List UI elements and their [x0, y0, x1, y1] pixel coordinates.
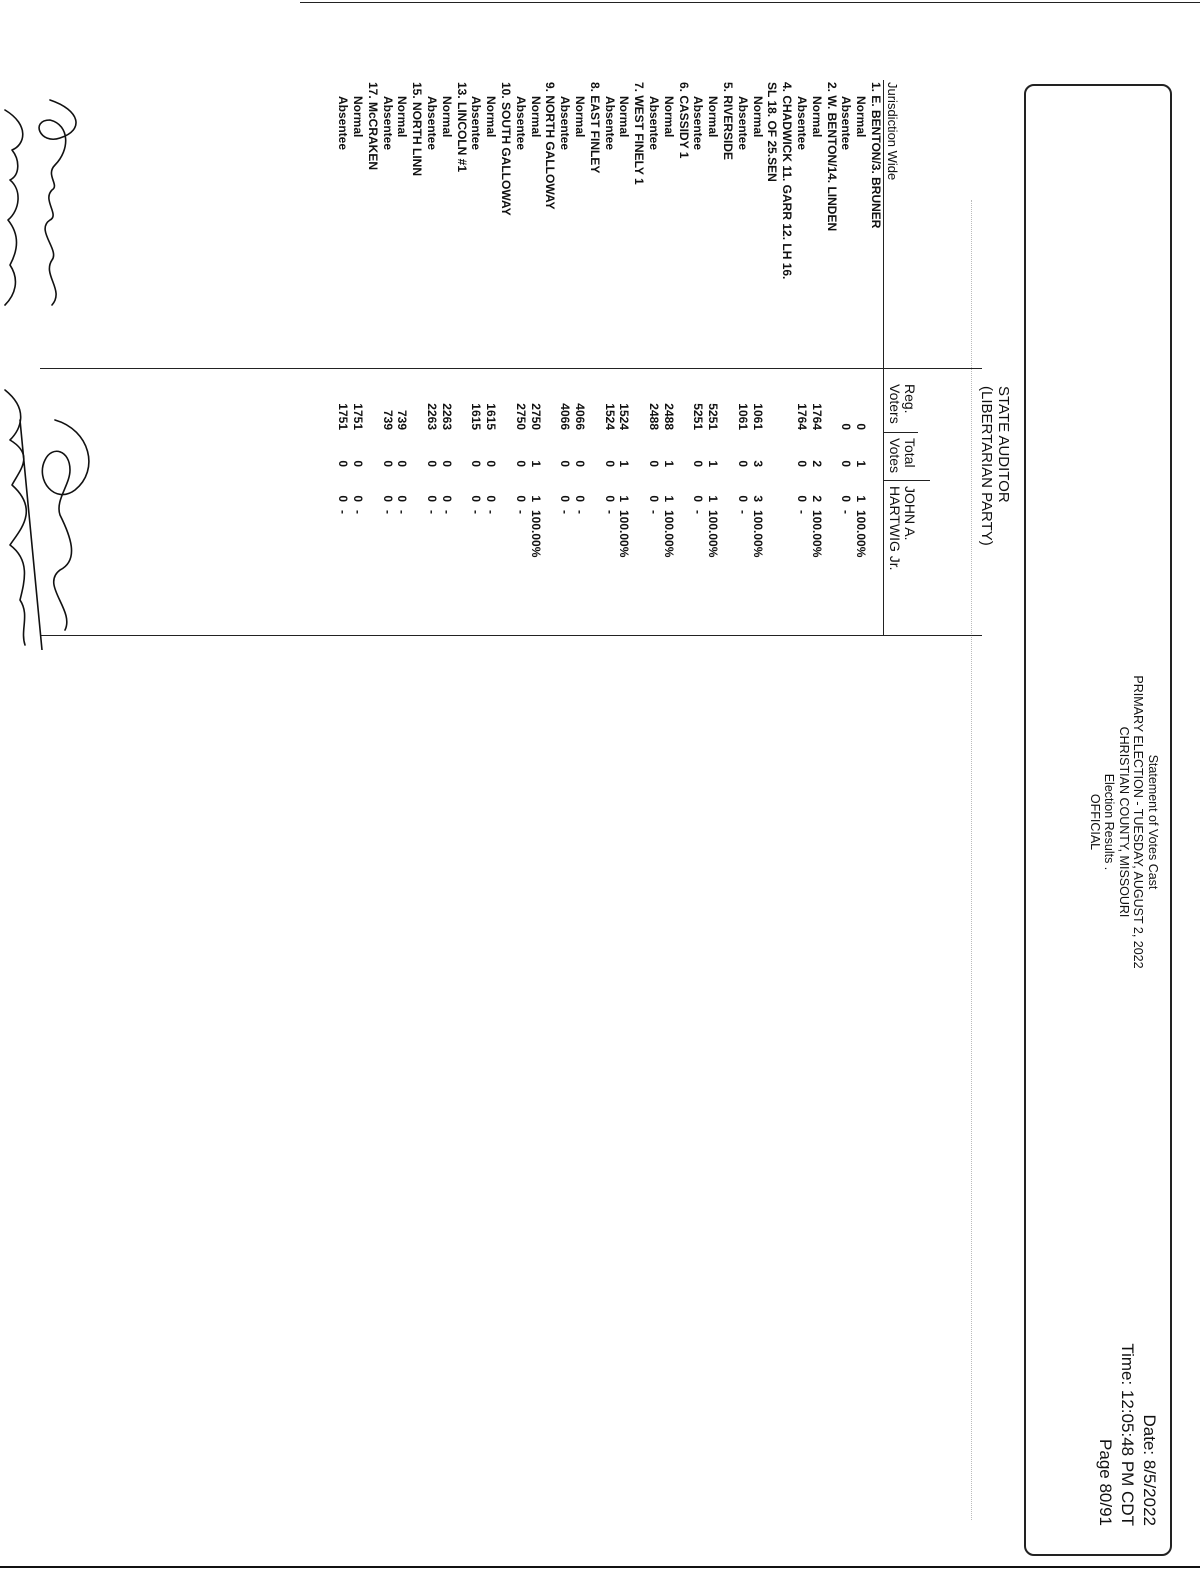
precinct-row	[587, 82, 602, 642]
reg-voters-header-line1: Reg.	[902, 384, 918, 414]
vote-type-label: Absentee	[380, 96, 395, 151]
reg-voters-cell: 5251	[706, 403, 721, 430]
reg-voters-header-line2: Voters	[887, 384, 903, 424]
vote-type-label: Normal	[484, 96, 499, 138]
contest-title: STATE AUDITOR	[995, 386, 1012, 503]
precinct-row	[779, 82, 794, 642]
total-votes-header	[887, 438, 917, 473]
report-date: Date: 8/5/2022	[1140, 1414, 1159, 1526]
total-votes-cell: 0	[425, 460, 440, 467]
candidate-votes-cell: 0	[647, 495, 662, 502]
header-rule	[883, 80, 884, 635]
candidate-percent-cell: 100.00%	[854, 510, 869, 558]
table-row	[528, 82, 543, 642]
candidate-percent-cell: -	[691, 510, 706, 514]
candidate-percent-cell: -	[425, 510, 440, 514]
candidate-percent-cell: 100.00%	[528, 510, 543, 558]
table-row	[350, 82, 365, 642]
vote-type-label: Normal	[395, 96, 410, 138]
total-votes-cell: 0	[839, 460, 854, 467]
reg-voters-cell: 2488	[661, 403, 676, 430]
table-row	[424, 82, 439, 642]
reg-voters-cell: 2263	[425, 403, 440, 430]
candidate-votes-cell: 0	[425, 495, 440, 502]
precinct-name: 2. W. BENTON/14. LINDEN	[824, 82, 839, 232]
precinct-row	[824, 82, 839, 642]
table-row	[853, 82, 868, 642]
reg-voters-cell: 1751	[336, 403, 351, 430]
precinct-row	[720, 82, 735, 642]
reg-voters-cell: 739	[395, 409, 410, 430]
total-votes-cell: 0	[795, 460, 810, 467]
candidate-percent-cell: -	[558, 510, 573, 514]
candidate-percent-cell: -	[839, 510, 854, 514]
candidate-votes-cell: 0	[839, 495, 854, 502]
table-row	[839, 82, 854, 642]
total-votes-cell: 0	[558, 460, 573, 467]
vote-type-label: Absentee	[839, 96, 854, 151]
total-votes-cell: 0	[395, 460, 410, 467]
reg-voters-cell: 1061	[735, 403, 750, 430]
total-votes-cell: 1	[528, 460, 543, 467]
vote-type-label: Normal	[706, 96, 721, 138]
candidate-percent-cell: -	[647, 510, 662, 514]
vote-type-label: Normal	[809, 96, 824, 138]
reg-voters-cell: 4066	[573, 403, 588, 430]
precinct-row	[631, 82, 646, 642]
reg-voters-cell: 1061	[750, 403, 765, 430]
county-name: CHRISTIAN COUNTY, MISSOURI	[1117, 726, 1131, 918]
official-label: OFFICIAL	[1088, 793, 1102, 851]
precinct-name: 4. CHADWICK 11. GARR 12. LH 16.	[780, 82, 795, 280]
contest-party: (LIBERTARIAN PARTY)	[978, 386, 995, 546]
table-row	[380, 82, 395, 642]
candidate-percent-cell: 100.00%	[706, 510, 721, 558]
table-row	[395, 82, 410, 642]
total-votes-cell: 0	[380, 460, 395, 467]
report-time: Time: 12:05:48 PM CDT	[1118, 1343, 1137, 1526]
candidate-percent-cell: -	[336, 510, 351, 514]
table-row	[646, 82, 661, 642]
total-votes-cell: 2	[809, 460, 824, 467]
results-table	[336, 82, 883, 642]
candidate-votes-cell: 0	[351, 495, 366, 502]
reg-voters-cell: 1524	[617, 403, 632, 430]
report-meta	[1094, 1343, 1160, 1526]
precinct-name: SL 18. OF 25.SEN	[765, 82, 780, 182]
vote-type-label: Absentee	[336, 96, 351, 151]
reg-voters-cell: 1751	[351, 403, 366, 430]
table-row	[483, 82, 498, 642]
precinct-row	[868, 82, 883, 642]
candidate-percent-cell: 100.00%	[750, 510, 765, 558]
reg-voters-cell: 5251	[691, 403, 706, 430]
candidate-header	[887, 486, 917, 571]
candidate-votes-cell: 0	[469, 495, 484, 502]
candidate-votes-cell: 1	[661, 495, 676, 502]
vote-type-label: Normal	[617, 96, 632, 138]
reg-voters-cell: 1615	[469, 403, 484, 430]
precinct-name: 8. EAST FINLEY	[587, 82, 602, 174]
vote-type-label: Absentee	[647, 96, 662, 151]
vote-type-label: Absentee	[513, 96, 528, 151]
table-row	[572, 82, 587, 642]
precinct-row	[365, 82, 380, 642]
candidate-votes-cell: 0	[336, 495, 351, 502]
total-votes-cell: 1	[706, 460, 721, 467]
total-votes-header-line1: Total	[902, 438, 918, 468]
reg-voters-header	[887, 384, 917, 424]
candidate-votes-cell: 0	[573, 495, 588, 502]
precinct-name: 15. NORTH LINN	[410, 82, 425, 177]
vote-type-label: Absentee	[795, 96, 810, 151]
precinct-row	[765, 82, 780, 642]
vote-type-label: Absentee	[602, 96, 617, 151]
candidate-percent-cell: -	[573, 510, 588, 514]
reg-voters-cell: 2750	[528, 403, 543, 430]
reg-voters-cell: 739	[380, 409, 395, 430]
results-label: Election Results .	[1102, 773, 1117, 871]
candidate-percent-cell: 100.00%	[809, 510, 824, 558]
candidate-votes-cell: 0	[558, 495, 573, 502]
reg-voters-cell: 4066	[558, 403, 573, 430]
vote-type-label: Absentee	[425, 96, 440, 151]
dotted-divider	[971, 200, 972, 1520]
table-row	[661, 82, 676, 642]
vote-type-label: Normal	[750, 96, 765, 138]
candidate-percent-cell: -	[395, 510, 410, 514]
total-votes-cell: 0	[351, 460, 366, 467]
candidate-percent-cell: -	[469, 510, 484, 514]
candidate-header-line2: HARTWIG Jr.	[887, 486, 903, 571]
vote-type-label: Normal	[439, 96, 454, 138]
vote-type-label: Normal	[854, 96, 869, 138]
candidate-percent-cell: -	[735, 510, 750, 514]
precinct-name: 17. McCRAKEN	[365, 82, 380, 171]
table-row	[705, 82, 720, 642]
candidate-votes-cell: 0	[395, 495, 410, 502]
reg-voters-cell: 1764	[809, 403, 824, 430]
total-votes-cell: 0	[573, 460, 588, 467]
candidate-header-line1: JOHN A.	[902, 486, 918, 541]
table-row	[750, 82, 765, 642]
report-title-block	[1088, 86, 1161, 1558]
table-row	[617, 82, 632, 642]
precinct-row	[498, 82, 513, 642]
vote-type-label: Absentee	[558, 96, 573, 151]
precinct-row	[410, 82, 425, 642]
reg-voters-cell: 0	[839, 423, 854, 430]
table-row	[794, 82, 809, 642]
candidate-votes-cell: 0	[691, 495, 706, 502]
total-votes-header-line2: Votes	[887, 438, 903, 474]
candidate-votes-cell: 0	[602, 495, 617, 502]
table-row	[336, 82, 351, 642]
total-votes-cell: 0	[691, 460, 706, 467]
candidate-votes-cell: 0	[795, 495, 810, 502]
reg-voters-cell: 1615	[484, 403, 499, 430]
precinct-row	[543, 82, 558, 642]
total-votes-cell: 3	[750, 460, 765, 467]
table-row	[557, 82, 572, 642]
candidate-percent-cell: -	[513, 510, 528, 514]
precinct-name: 13. LINCOLN #1	[454, 82, 469, 173]
election-name: PRIMARY ELECTION - TUESDAY, AUGUST 2, 2022	[1131, 675, 1146, 969]
precinct-name: 10. SOUTH GALLOWAY	[499, 82, 514, 216]
total-votes-cell: 0	[513, 460, 528, 467]
jurisdiction-label: Jurisdiction Wide	[885, 82, 900, 181]
table-row	[513, 82, 528, 642]
reg-voters-cell: 0	[854, 423, 869, 430]
candidate-percent-cell: -	[351, 510, 366, 514]
reg-voters-cell: 2750	[513, 403, 528, 430]
total-votes-cell: 1	[617, 460, 632, 467]
candidate-percent-cell: 100.00%	[617, 510, 632, 558]
vote-type-label: Absentee	[691, 96, 706, 151]
candidate-votes-cell: 0	[380, 495, 395, 502]
candidate-votes-cell: 0	[439, 495, 454, 502]
signature-marks	[0, 90, 170, 650]
vote-type-label: Absentee	[735, 96, 750, 151]
candidate-percent-cell: -	[484, 510, 499, 514]
table-row	[602, 82, 617, 642]
total-votes-cell: 0	[735, 460, 750, 467]
candidate-percent-cell: -	[439, 510, 454, 514]
vote-type-label: Normal	[528, 96, 543, 138]
precinct-name: 7. WEST FINELY 1	[632, 82, 647, 185]
total-votes-cell: 1	[854, 460, 869, 467]
reg-voters-cell: 1524	[602, 403, 617, 430]
reg-voters-cell: 1764	[795, 403, 810, 430]
precinct-name: 9. NORTH GALLOWAY	[543, 82, 558, 210]
candidate-percent-cell: 100.00%	[661, 510, 676, 558]
reg-voters-cell: 2488	[647, 403, 662, 430]
candidate-votes-cell: 1	[706, 495, 721, 502]
col-separator	[884, 480, 930, 481]
report-title: Statement of Votes Cast	[1146, 754, 1160, 890]
reg-voters-cell: 2263	[439, 403, 454, 430]
col-separator	[884, 432, 918, 433]
total-votes-cell: 1	[661, 460, 676, 467]
candidate-votes-cell: 1	[617, 495, 632, 502]
candidate-votes-cell: 0	[484, 495, 499, 502]
vote-type-label: Normal	[573, 96, 588, 138]
vote-type-label: Normal	[351, 96, 366, 138]
total-votes-cell: 0	[484, 460, 499, 467]
total-votes-cell: 0	[602, 460, 617, 467]
candidate-votes-cell: 0	[513, 495, 528, 502]
candidate-percent-cell: -	[602, 510, 617, 514]
candidate-votes-cell: 1	[528, 495, 543, 502]
precinct-name: 5. RIVERSIDE	[721, 82, 736, 161]
page-number: Page 80/91	[1096, 1439, 1115, 1526]
candidate-votes-cell: 0	[735, 495, 750, 502]
total-votes-cell: 0	[469, 460, 484, 467]
table-row	[809, 82, 824, 642]
report-header	[1024, 84, 1172, 1556]
vote-type-label: Absentee	[469, 96, 484, 151]
table-row	[735, 82, 750, 642]
total-votes-cell: 0	[647, 460, 662, 467]
candidate-percent-cell: -	[795, 510, 810, 514]
candidate-votes-cell: 1	[854, 495, 869, 502]
table-row	[691, 82, 706, 642]
candidate-votes-cell: 3	[750, 495, 765, 502]
precinct-name: 6. CASSIDY 1	[676, 82, 691, 159]
precinct-row	[454, 82, 469, 642]
candidate-percent-cell: -	[380, 510, 395, 514]
contest-title-block	[978, 386, 1012, 646]
table-row	[469, 82, 484, 642]
total-votes-cell: 0	[336, 460, 351, 467]
precinct-name: 1. E. BENTON/3. BRUNER	[869, 82, 883, 229]
vote-type-label: Normal	[661, 96, 676, 138]
total-votes-cell: 0	[439, 460, 454, 467]
precinct-row	[676, 82, 691, 642]
candidate-votes-cell: 2	[809, 495, 824, 502]
table-row	[439, 82, 454, 642]
